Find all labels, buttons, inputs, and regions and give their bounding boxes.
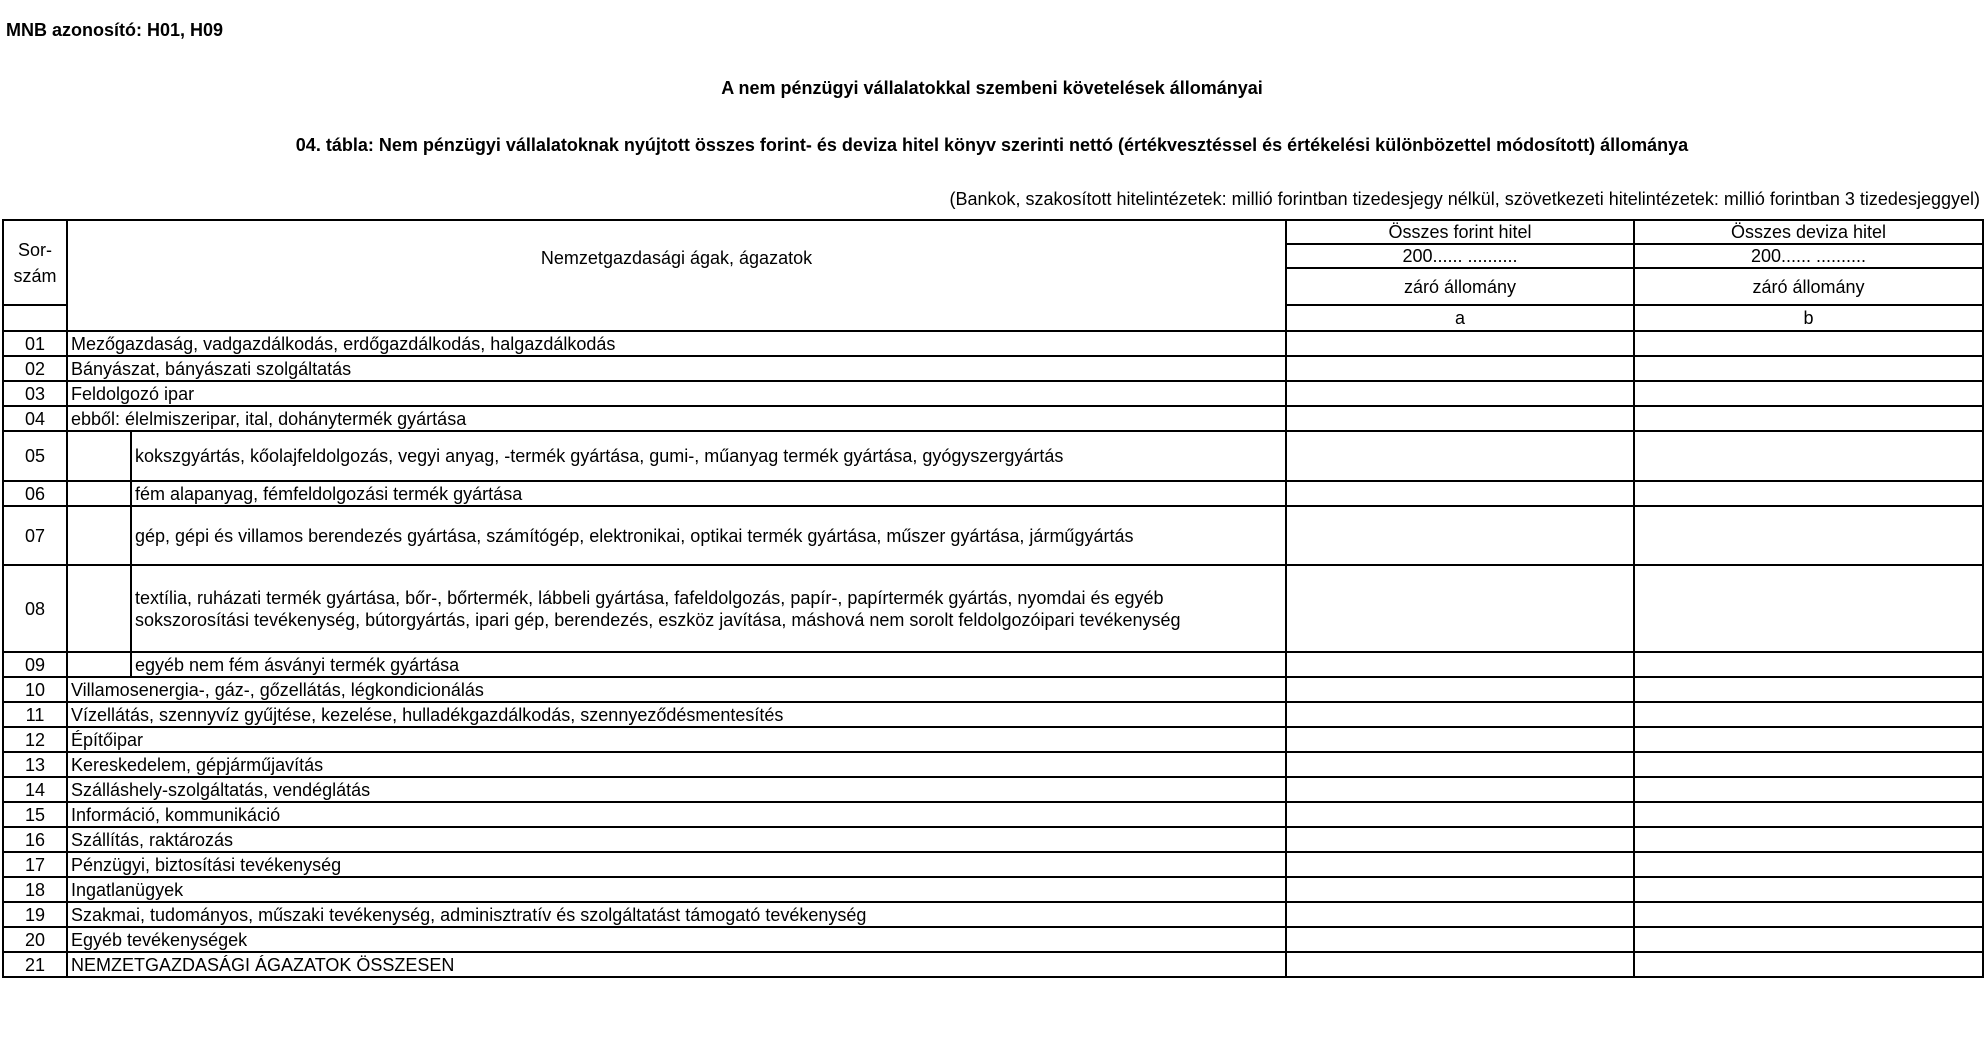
table-row bbox=[3, 752, 1983, 777]
row-number: 04 bbox=[3, 406, 67, 431]
row-label: Mezőgazdaság, vadgazdálkodás, erdőgazdálkodás, halgazdálkodás bbox=[67, 331, 1286, 356]
header-col-a-letter: a bbox=[1286, 305, 1634, 331]
header-serial: Sor- szám bbox=[3, 220, 67, 305]
indent-cell bbox=[67, 481, 131, 506]
table-title: 04. tábla: Nem pénzügyi vállalatoknak nyújtott összes forint- és deviza hitel könyv szerinti nettó (értékvesztéssel és értékelési különbözettel módosított) állománya bbox=[295, 135, 1689, 155]
header-col-b-title: Összes deviza hitel bbox=[1634, 220, 1983, 244]
row-label: Ingatlanügyek bbox=[67, 877, 1286, 902]
header-col-a-stock: záró állomány bbox=[1286, 268, 1634, 305]
row-number: 03 bbox=[3, 381, 67, 406]
cell-a[interactable] bbox=[1286, 927, 1634, 952]
row-label: textília, ruházati termék gyártása, bőr-, bőrtermék, lábbeli gyártása, fafeldolgozás, papír-, papírtermék gyártás, nyomdai és egyéb sokszorosítási tevékenység, bútorgyártás, ipari gép, berendezés, eszköz javítása, máshová nem sorolt feldolgozóipari tevékenység bbox=[131, 565, 1286, 652]
document-title: A nem pénzügyi vállalatokkal szembeni követelések állományai bbox=[721, 78, 1263, 98]
row-label: Pénzügyi, biztosítási tevékenység bbox=[67, 852, 1286, 877]
row-label: Kereskedelem, gépjárműjavítás bbox=[67, 752, 1286, 777]
cell-b[interactable] bbox=[1634, 927, 1983, 952]
cell-b[interactable] bbox=[1634, 381, 1983, 406]
table-row bbox=[3, 802, 1983, 827]
row-number: 13 bbox=[3, 752, 67, 777]
row-number: 20 bbox=[3, 927, 67, 952]
cell-a[interactable] bbox=[1286, 777, 1634, 802]
cell-a[interactable] bbox=[1286, 727, 1634, 752]
row-label: Szálláshely-szolgáltatás, vendéglátás bbox=[67, 777, 1286, 802]
row-label: egyéb nem fém ásványi termék gyártása bbox=[131, 652, 1286, 677]
row-number: 19 bbox=[3, 902, 67, 927]
cell-b[interactable] bbox=[1634, 331, 1983, 356]
cell-a[interactable] bbox=[1286, 852, 1634, 877]
row-label: NEMZETGAZDASÁGI ÁGAZATOK ÖSSZESEN bbox=[67, 952, 1286, 977]
row-number: 05 bbox=[3, 431, 67, 481]
cell-b[interactable] bbox=[1634, 777, 1983, 802]
table-row bbox=[3, 331, 1983, 356]
row-number: 06 bbox=[3, 481, 67, 506]
cell-b[interactable] bbox=[1634, 702, 1983, 727]
table-row bbox=[3, 902, 1983, 927]
header-col-a-title: Összes forint hitel bbox=[1286, 220, 1634, 244]
row-label: Villamosenergia-, gáz-, gőzellátás, légkondicionálás bbox=[67, 677, 1286, 702]
cell-b[interactable] bbox=[1634, 727, 1983, 752]
row-number: 01 bbox=[3, 331, 67, 356]
header-col-b-date: 200...... .......... bbox=[1634, 244, 1983, 268]
cell-a[interactable] bbox=[1286, 381, 1634, 406]
row-label: Vízellátás, szennyvíz gyűjtése, kezelése, hulladékgazdálkodás, szennyeződésmentesítés bbox=[67, 702, 1286, 727]
table-row bbox=[3, 652, 1983, 677]
row-number: 08 bbox=[3, 565, 67, 652]
table-row bbox=[3, 727, 1983, 752]
header-col-a-date: 200...... .......... bbox=[1286, 244, 1634, 268]
cell-a[interactable] bbox=[1286, 702, 1634, 727]
cell-b[interactable] bbox=[1634, 802, 1983, 827]
row-label: Szakmai, tudományos, műszaki tevékenység, adminisztratív és szolgáltatást támogató tevékenység bbox=[67, 902, 1286, 927]
row-number: 16 bbox=[3, 827, 67, 852]
cell-a[interactable] bbox=[1286, 481, 1634, 506]
cell-b[interactable] bbox=[1634, 506, 1983, 565]
indent-cell bbox=[67, 506, 131, 565]
cell-b[interactable] bbox=[1634, 565, 1983, 652]
row-label: kokszgyártás, kőolajfeldolgozás, vegyi anyag, -termék gyártása, gumi-, műanyag termék gyártása, gyógyszergyártás bbox=[131, 431, 1286, 481]
table-row bbox=[3, 565, 1983, 652]
row-number: 09 bbox=[3, 652, 67, 677]
cell-a[interactable] bbox=[1286, 565, 1634, 652]
table-row bbox=[3, 481, 1983, 506]
cell-a[interactable] bbox=[1286, 802, 1634, 827]
indent-cell bbox=[67, 565, 131, 652]
table-row bbox=[3, 506, 1983, 565]
table-row bbox=[3, 356, 1983, 381]
indent-cell bbox=[67, 652, 131, 677]
cell-b[interactable] bbox=[1634, 852, 1983, 877]
mnb-identifier: MNB azonosító: H01, H09 bbox=[6, 20, 224, 40]
table-row bbox=[3, 852, 1983, 877]
table-row bbox=[3, 827, 1983, 852]
cell-b[interactable] bbox=[1634, 827, 1983, 852]
row-number: 02 bbox=[3, 356, 67, 381]
table-row bbox=[3, 677, 1983, 702]
cell-a[interactable] bbox=[1286, 902, 1634, 927]
cell-a[interactable] bbox=[1286, 331, 1634, 356]
cell-a[interactable] bbox=[1286, 431, 1634, 481]
table-row bbox=[3, 877, 1983, 902]
cell-b[interactable] bbox=[1634, 902, 1983, 927]
cell-a[interactable] bbox=[1286, 752, 1634, 777]
row-number: 17 bbox=[3, 852, 67, 877]
cell-b[interactable] bbox=[1634, 481, 1983, 506]
header-col-b-stock: záró állomány bbox=[1634, 268, 1983, 305]
header-col-b-letter: b bbox=[1634, 305, 1983, 331]
cell-a[interactable] bbox=[1286, 827, 1634, 852]
header-serial-blank bbox=[3, 305, 67, 331]
cell-a[interactable] bbox=[1286, 652, 1634, 677]
cell-b[interactable] bbox=[1634, 652, 1983, 677]
row-number: 14 bbox=[3, 777, 67, 802]
indent-cell bbox=[67, 431, 131, 481]
table-row bbox=[3, 952, 1983, 977]
cell-a[interactable] bbox=[1286, 677, 1634, 702]
cell-a[interactable] bbox=[1286, 406, 1634, 431]
table-row bbox=[3, 927, 1983, 952]
row-number: 07 bbox=[3, 506, 67, 565]
cell-a[interactable] bbox=[1286, 877, 1634, 902]
cell-b[interactable] bbox=[1634, 431, 1983, 481]
cell-a[interactable] bbox=[1286, 356, 1634, 381]
cell-b[interactable] bbox=[1634, 952, 1983, 977]
row-number: 12 bbox=[3, 727, 67, 752]
header-sectors: Nemzetgazdasági ágak, ágazatok bbox=[67, 220, 1286, 331]
table-row bbox=[3, 406, 1983, 431]
row-label: Bányászat, bányászati szolgáltatás bbox=[67, 356, 1286, 381]
table-row bbox=[3, 381, 1983, 406]
cell-b[interactable] bbox=[1634, 752, 1983, 777]
row-label: Feldolgozó ipar bbox=[67, 381, 1286, 406]
row-label: Szállítás, raktározás bbox=[67, 827, 1286, 852]
row-number: 10 bbox=[3, 677, 67, 702]
row-label: fém alapanyag, fémfeldolgozási termék gyártása bbox=[131, 481, 1286, 506]
row-label: Egyéb tevékenységek bbox=[67, 927, 1286, 952]
table-row bbox=[3, 777, 1983, 802]
cell-a[interactable] bbox=[1286, 952, 1634, 977]
row-number: 15 bbox=[3, 802, 67, 827]
row-label: Építőipar bbox=[67, 727, 1286, 752]
data-table bbox=[2, 219, 1984, 978]
table-row bbox=[3, 702, 1983, 727]
unit-note: (Bankok, szakosított hitelintézetek: millió forintban tizedesjegy nélkül, szövetkezeti hitelintézetek: millió forintban 3 tizedesjeggyel) bbox=[949, 189, 1980, 209]
row-label: Információ, kommunikáció bbox=[67, 802, 1286, 827]
row-number: 11 bbox=[3, 702, 67, 727]
row-label: gép, gépi és villamos berendezés gyártása, számítógép, elektronikai, optikai termék gyártása, műszer gyártása, járműgyártás bbox=[131, 506, 1286, 565]
cell-b[interactable] bbox=[1634, 356, 1983, 381]
cell-b[interactable] bbox=[1634, 406, 1983, 431]
table-row bbox=[3, 431, 1983, 481]
row-number: 18 bbox=[3, 877, 67, 902]
cell-b[interactable] bbox=[1634, 677, 1983, 702]
row-number: 21 bbox=[3, 952, 67, 977]
cell-a[interactable] bbox=[1286, 506, 1634, 565]
cell-b[interactable] bbox=[1634, 877, 1983, 902]
row-label: ebből: élelmiszeripar, ital, dohánytermék gyártása bbox=[67, 406, 1286, 431]
